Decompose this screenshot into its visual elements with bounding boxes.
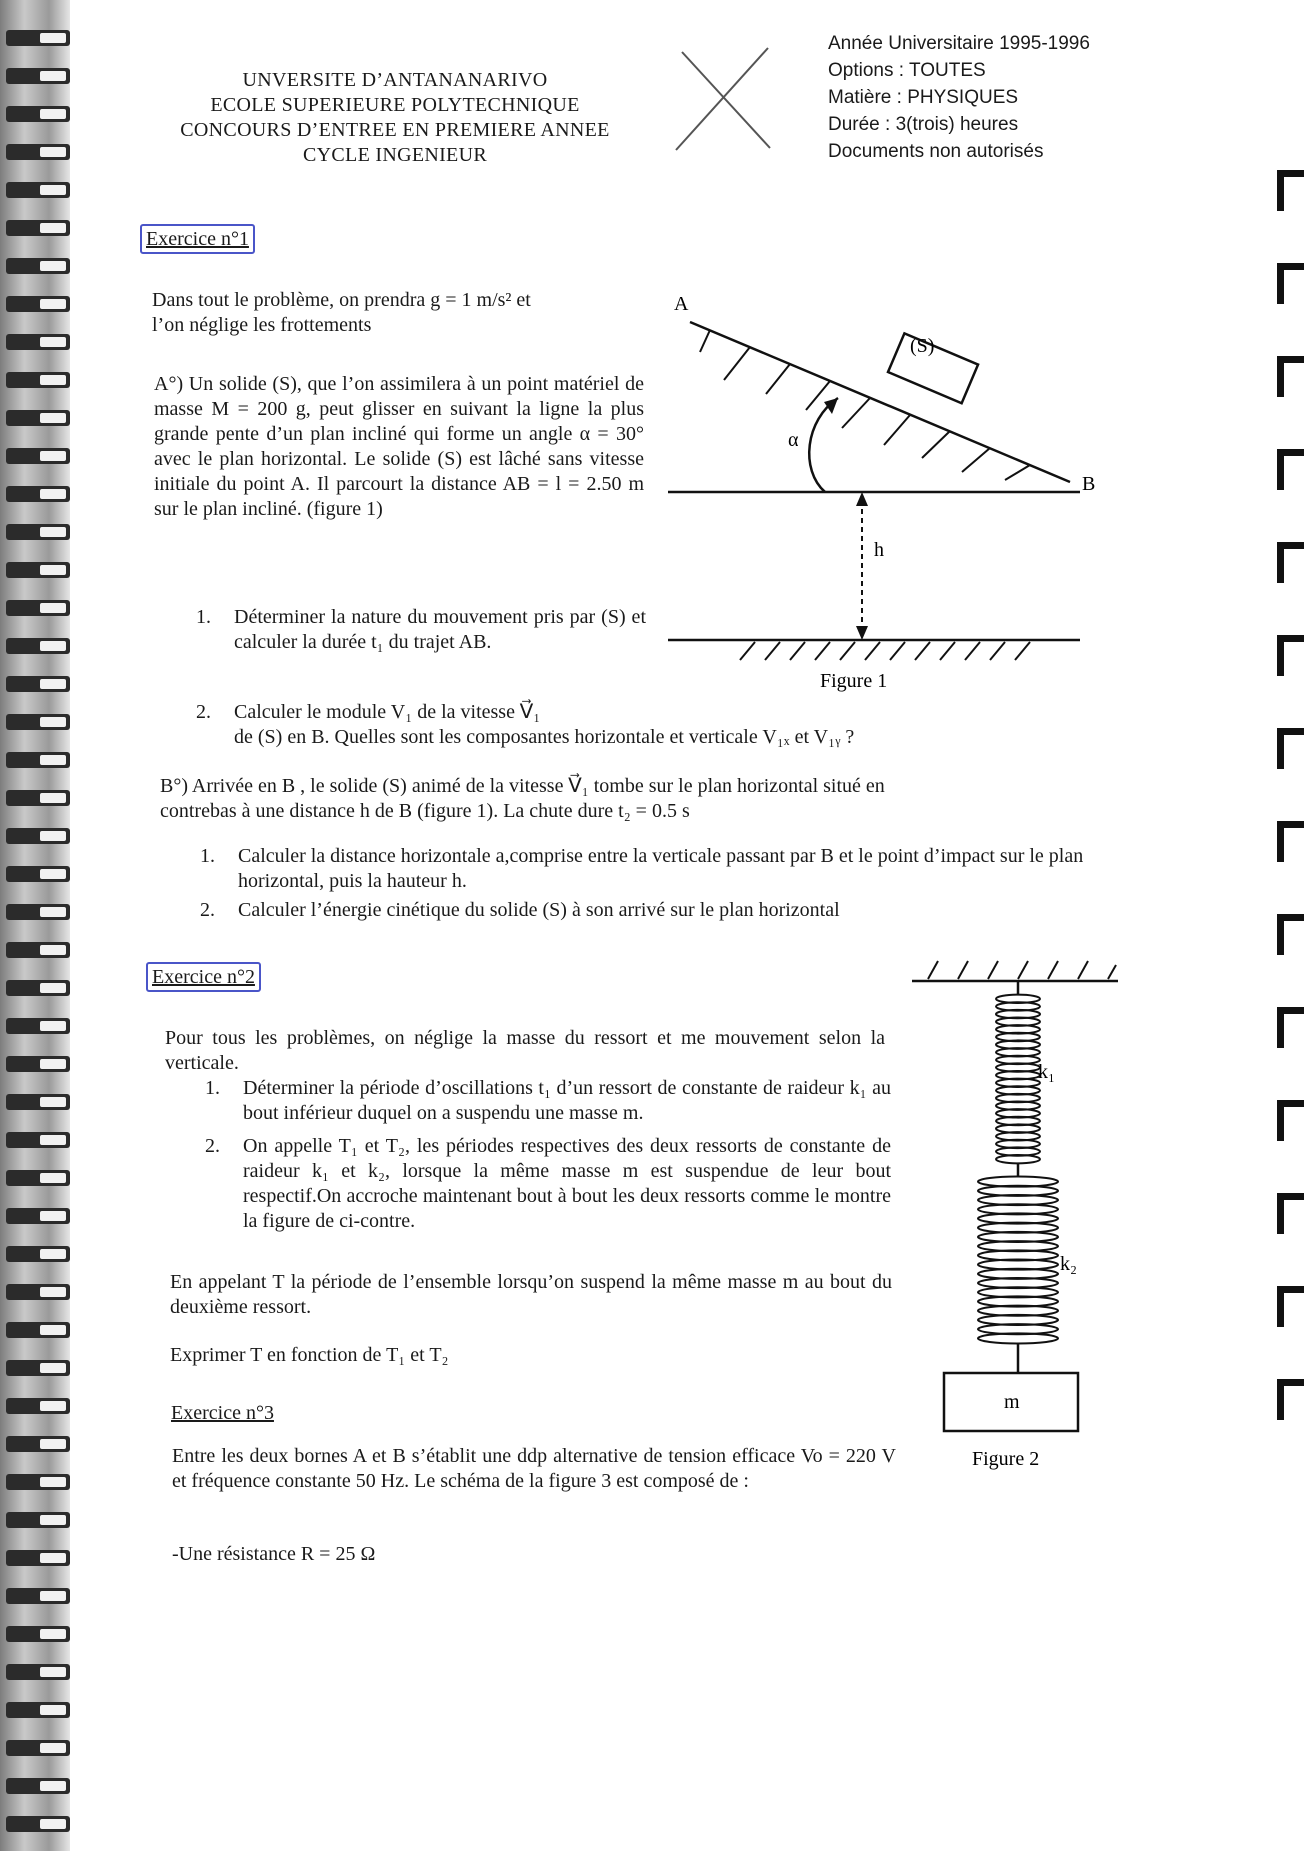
- binding-ring: [6, 448, 70, 464]
- exercise-3-title-wrap: [171, 1402, 274, 1425]
- exercise-1-title-box: [140, 228, 255, 251]
- subject: Matière : PHYSIQUES: [828, 87, 1019, 108]
- figure-1-caption: Figure 1: [820, 670, 888, 692]
- binding-ring: [6, 144, 70, 160]
- options: Options : TOUTES: [828, 60, 986, 81]
- binding-ring: [6, 1626, 70, 1642]
- university-name: UNVERSITE D’ANTANANARIVO: [242, 69, 548, 91]
- binding-ring: [6, 1056, 70, 1072]
- exercise-2-continuation: En appelant T la période de l’ensemble lorsqu’on suspend la même masse m au bout du deuxième ressort.: [170, 1271, 892, 1318]
- header-institution: [130, 68, 660, 168]
- label-k2: k₂: [1060, 1253, 1077, 1275]
- question-2: [196, 700, 1096, 750]
- edge-mark: [1277, 1286, 1304, 1327]
- documents-policy: Documents non autorisés: [828, 141, 1044, 162]
- label-s: (S): [910, 335, 935, 357]
- binding-ring: [6, 1398, 70, 1414]
- exercise-3-text: Entre les deux bornes A et B s’établit une ddp alternative de tension efficace Vo = 220 V et fréquence constante 50 Hz. Le schéma de la figure 3 est composé de :: [172, 1445, 896, 1492]
- binding-ring: [6, 296, 70, 312]
- exercise-2-question-1: Déterminer la période d’oscillations t₁ d’un ressort de constante de raideur k₁ au bout inférieur duquel on a suspendu une masse m.: [243, 1077, 891, 1124]
- figure-1: [660, 290, 1100, 700]
- binding-ring: [6, 410, 70, 426]
- binding-ring: [6, 752, 70, 768]
- exercise-2-title-box: [146, 966, 261, 989]
- intro-line-1: Dans tout le problème, on prendra g = 1 m/s² et: [152, 289, 531, 311]
- binding-ring: [6, 676, 70, 692]
- binding-ring: [6, 1132, 70, 1148]
- cross-mark: [670, 40, 780, 155]
- exercise-3-title: Exercice n°3: [171, 1402, 274, 1424]
- binding-ring: [6, 372, 70, 388]
- edge-mark: [1277, 263, 1304, 304]
- question-1-number: 1.: [196, 606, 211, 628]
- binding-ring: [6, 1208, 70, 1224]
- duration: Durée : 3(trois) heures: [828, 114, 1019, 135]
- spiral-binding: [0, 0, 70, 1851]
- exercise-2-question-2: On appelle T₁ et T₂, les périodes respectives des deux ressorts de constante de raideur k₁ et k₂, lorsque la même masse m est suspendue de leur bout respectif.On accroche maintenant bout à bout les deux ressorts comme le montre la figure de ci-contre.: [243, 1135, 891, 1232]
- binding-ring: [6, 1436, 70, 1452]
- edge-mark: [1277, 1100, 1304, 1141]
- binding-ring: [6, 1512, 70, 1528]
- edge-mark: [1277, 728, 1304, 769]
- ground-hatching: [740, 642, 1030, 660]
- intro-line-2: l’on néglige les frottements: [152, 314, 372, 336]
- question-1-text: Déterminer la nature du mouvement pris par (S) et calculer la durée t₁ du trajet AB.: [234, 606, 646, 653]
- inclined-plane: [690, 322, 1070, 482]
- edge-mark: [1277, 542, 1304, 583]
- binding-ring: [6, 904, 70, 920]
- edge-mark: [1277, 1379, 1304, 1420]
- label-h: h: [874, 539, 884, 561]
- binding-ring: [6, 1664, 70, 1680]
- binding-ring: [6, 334, 70, 350]
- question-1: [196, 605, 646, 655]
- academic-year: Année Universitaire 1995-1996: [828, 33, 1090, 54]
- binding-ring: [6, 1170, 70, 1186]
- binding-ring: [6, 828, 70, 844]
- angle-arrowhead: [824, 398, 838, 414]
- binding-ring: [6, 714, 70, 730]
- exercise-2-intro: Pour tous les problèmes, on néglige la masse du ressort et me mouvement selon la verticale.: [165, 1027, 885, 1074]
- part-b-text: [160, 774, 1140, 824]
- exercise-3-item: -Une résistance R = 25 Ω: [172, 1543, 376, 1565]
- question-2-number: 2.: [196, 701, 211, 723]
- exercise-1-intro: [152, 288, 652, 338]
- binding-ring: [6, 1284, 70, 1300]
- binding-ring: [6, 1816, 70, 1832]
- header-exam-info: [828, 30, 1090, 165]
- binding-ring: [6, 1360, 70, 1376]
- edge-mark: [1277, 1193, 1304, 1234]
- binding-ring: [6, 1702, 70, 1718]
- part-b-question-1: Calculer la distance horizontale a,comprise entre la verticale passant par B et le point d’impact sur le plan horizontal, puis la hauteur h.: [238, 845, 1084, 892]
- inclined-plane-hatching: [700, 330, 1030, 480]
- edge-mark: [1277, 821, 1304, 862]
- ceiling-hatching: [928, 961, 1116, 979]
- binding-ring: [6, 600, 70, 616]
- binding-ring: [6, 866, 70, 882]
- edge-mark: [1277, 170, 1304, 211]
- binding-ring: [6, 1778, 70, 1794]
- binding-ring: [6, 1550, 70, 1566]
- exercise-1-title: Exercice n°1: [140, 224, 255, 254]
- page-edge-marks: [1270, 0, 1310, 1851]
- label-k1: k₁: [1038, 1061, 1055, 1083]
- edge-mark: [1277, 1007, 1304, 1048]
- binding-ring: [6, 942, 70, 958]
- part-b-questions: 1. Calculer la distance horizontale a,comprise entre la verticale passant par B et le point d’impact sur le plan horizontal, puis la hauteur h. 2. Calculer l’énergie cinétique du solide (S) à son arrivé sur le plan horizontal: [200, 845, 1084, 921]
- edge-mark: [1277, 449, 1304, 490]
- edge-mark: [1277, 356, 1304, 397]
- binding-ring: [6, 30, 70, 46]
- binding-ring: [6, 486, 70, 502]
- binding-ring: [6, 106, 70, 122]
- binding-ring: [6, 1740, 70, 1756]
- angle-arc: [809, 398, 838, 492]
- exercise-2-questions: 1. Déterminer la période d’oscillations t₁ d’un ressort de constante de raideur k₁ au bout inférieur duquel on a suspendu une masse m. 2. On appelle T₁ et T₂, les périodes respectives des deux ressorts de constante de raideur k₁ et k₂, lorsque la même masse m est suspendue de leur bout respectif.On accroche maintenant bout à bout les deux ressorts comme le montre la figure de ci-contre.: [205, 1077, 891, 1232]
- school-name: ECOLE SUPERIEURE POLYTECHNIQUE: [210, 94, 580, 116]
- binding-ring: [6, 790, 70, 806]
- label-m: m: [1004, 1391, 1020, 1413]
- label-b: B: [1082, 473, 1096, 495]
- binding-ring: [6, 1246, 70, 1262]
- exercise-2-express: Exprimer T en fonction de T₁ et T₂: [170, 1344, 449, 1366]
- binding-ring: [6, 220, 70, 236]
- binding-ring: [6, 980, 70, 996]
- question-2-line-1: Calculer le module V₁ de la vitesse V⃗₁: [234, 701, 541, 723]
- edge-mark: [1277, 635, 1304, 676]
- cycle-name: CYCLE INGENIEUR: [303, 144, 487, 166]
- binding-ring: [6, 562, 70, 578]
- part-b-line-2: contrebas à une distance h de B (figure 1). La chute dure t₂ = 0.5 s: [160, 800, 690, 822]
- edge-mark: [1277, 914, 1304, 955]
- spring-k2: [978, 1177, 1058, 1344]
- binding-ring: [6, 68, 70, 84]
- contest-name: CONCOURS D’ENTREE EN PREMIERE ANNEE: [180, 119, 610, 141]
- part-a-text: A°) Un solide (S), que l’on assimilera à un point matériel de masse M = 200 g, peut glisser en suivant la ligne la plus grande pente d’un plan incliné qui forme un angle α = 30° avec le plan horizontal. Le solide (S) est lâché sans vitesse initiale du point A. Il parcourt la distance AB = l = 2.50 m sur le plan incliné. (figure 1): [154, 373, 644, 520]
- binding-ring: [6, 1322, 70, 1338]
- question-2-line-2: de (S) en B. Quelles sont les composantes horizontale et verticale V₁ₓ et V₁ᵧ ?: [234, 726, 855, 748]
- spring-k1: [996, 995, 1040, 1164]
- binding-ring: [6, 258, 70, 274]
- figure-2: [900, 945, 1140, 1475]
- label-a: A: [674, 293, 689, 315]
- binding-ring: [6, 1588, 70, 1604]
- label-alpha: α: [788, 429, 799, 451]
- binding-ring: [6, 638, 70, 654]
- part-b-line-1: B°) Arrivée en B , le solide (S) animé de la vitesse V⃗₁ tombe sur le plan horizontal situé en: [160, 775, 885, 797]
- binding-ring: [6, 1018, 70, 1034]
- binding-ring: [6, 182, 70, 198]
- exercise-2-title: Exercice n°2: [146, 962, 261, 992]
- figure-2-caption: Figure 2: [972, 1448, 1040, 1470]
- binding-ring: [6, 1094, 70, 1110]
- binding-ring: [6, 524, 70, 540]
- binding-ring: [6, 1474, 70, 1490]
- part-b-question-2: Calculer l’énergie cinétique du solide (S) à son arrivé sur le plan horizontal: [238, 899, 840, 921]
